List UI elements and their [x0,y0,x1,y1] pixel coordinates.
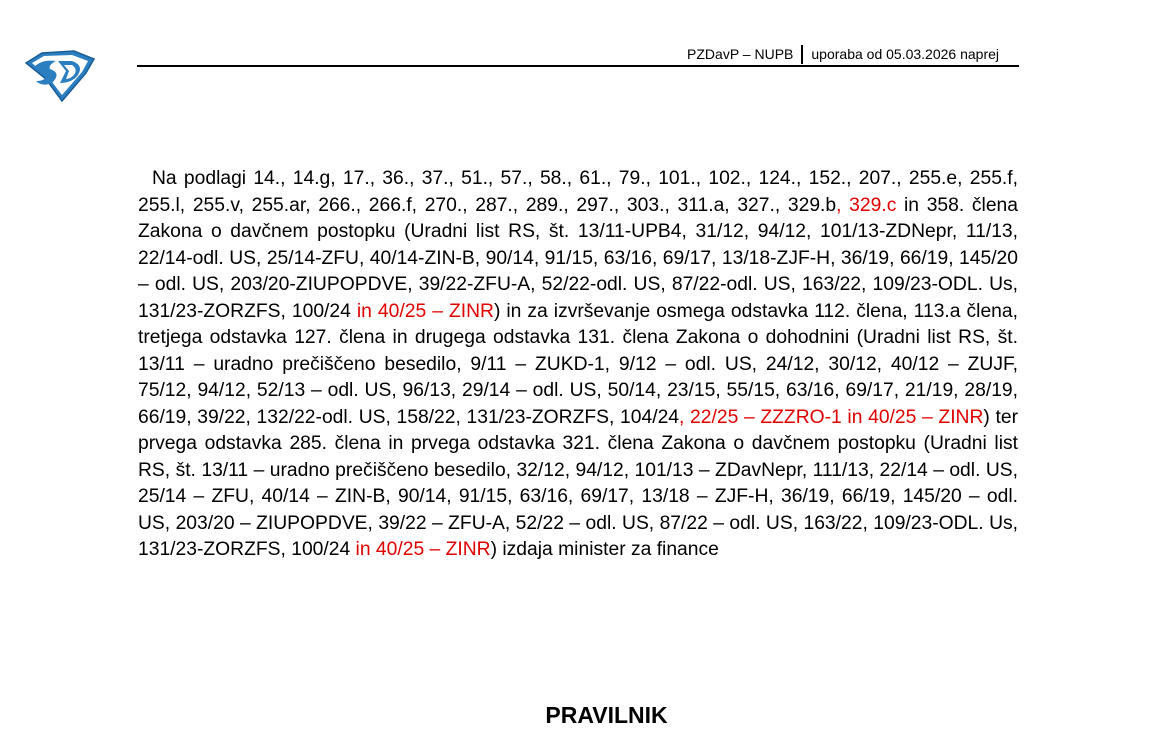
amendment-highlight: , 22/25 – ZZZRO-1 in 40/25 – ZINR [679,406,984,428]
amendment-highlight: in 40/25 – ZINR [350,300,494,322]
amendment-highlight: in 40/25 – ZINR [350,539,491,560]
document-id: PZDavP – NUPB [687,46,794,62]
preamble-segment: ) ter prvega odstavka 285. člena in prvega odstavka 321. člena Zakona o davčnem postopku (Uradni list RS, št. 13/11 – uradno prečiščeno besedilo, 32/12, 94/12, 101/13 – ZDavNepr, 111/13, 22/14 – odl. US, 25/14 – ZFU, 40/14 – ZIN-B, 90/14, 91/15, 63/16, 69/17, 13/18 – ZJF-H, 36/19, 66/19, 145/20 – odl. US, 203/20 – ZIUPOPDVE, 39/22 – ZFU-A, 52/22 – odl. US, 87/22 – odl. US, 163/22, 109/23-ODL. Us, 131/23-ZORZFS, 100/24 [138,406,1018,560]
preamble-segment: ) in za izvrševanje osmega odstavka 112. člena, 113.a člena, tretjega odstavka 127. člena in drugega odstavka 131. člena Zakona o dohodnini (Uradni list RS, št. 13/11 – uradno prečiščeno besedilo, 9/11 – ZUKD-1, 9/12 – odl. US, 24/12, 30/12, 40/12 – ZUJF, 75/12, 94/12, 52/13 – odl. US, 96/13, 29/14 – odl. US, 50/14, 23/15, 55/15, 63/16, 69/17, 21/19, 28/19, 66/19, 39/22, 132/22-odl. US, 158/22, 131/23-ZORZFS, 104/24 [138,300,1018,428]
document-title: PRAVILNIK [545,702,668,728]
preamble-segment: ) izdaja minister za finance [490,539,719,560]
preamble-segment: in 358. člena Zakona o davčnem postopku (Uradni list RS, št. 13/11-UPB4, 31/12, 94/12, 101/13-ZDNepr, 11/13, 22/14-odl. US, 25/14-ZFU, 40/14-ZIN-B, 90/14, 91/15, 63/16, 69/17, 13/18-ZJF-H, 36/19, 66/19, 145/20 – odl. US, 203/20-ZIUPOPDVE, 39/22-ZFU-A, 52/22-odl. US, 87/22-odl. US, 163/22, 109/23-ODL. Us, 131/23-ZORZFS, 100/24 [138,194,1018,322]
sd-logo-icon [22,45,96,105]
validity-note: uporaba od 05.03.2026 naprej [811,46,999,62]
preamble-segment: Na podlagi 14., 14.g, 17., 36., 37., 51., 57., 58., 61., 79., 101., 102., 124., 152., 207., 255.e, 255.f, 255.l, 255.v, 255.ar, 266., 266.f, 270., 287., 289., 297., 303., 311.a, 327., 329.b [138,168,1018,216]
header-divider [801,45,803,64]
page-header [137,43,1019,67]
preamble-text [138,166,1018,564]
amendment-highlight: , 329.c [836,194,897,216]
